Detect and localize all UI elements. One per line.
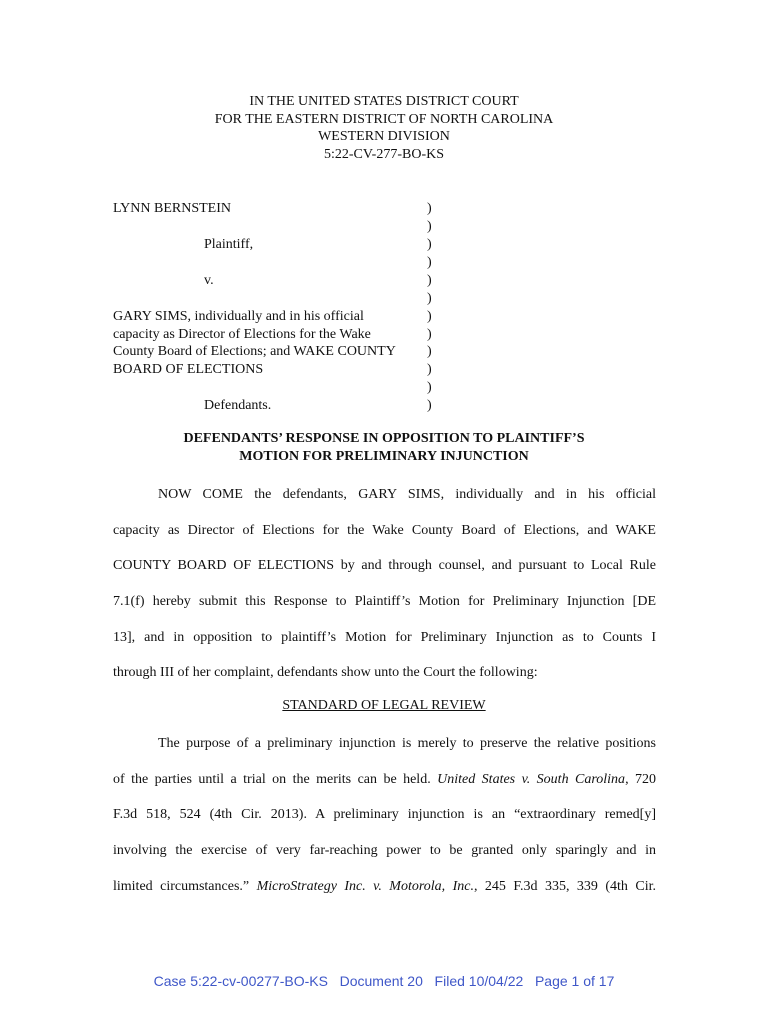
caption-paren: ) xyxy=(427,380,432,395)
filing-footer: Case 5:22-cv-00277-BO-KS Document 20 Filed 10/04/22 Page 1 of 17 xyxy=(153,973,615,989)
defendants-label: Defendants. xyxy=(204,398,272,413)
paragraph-line: capacity as Director of Elections for the Wake County Board of Elections, and WAKE xyxy=(113,522,656,538)
paragraph-line: F.3d 518, 524 (4th Cir. 2013). A preliminary injunction is an “extraordinary remed[y] xyxy=(113,807,656,823)
paragraph-line: involving the exercise of very far-reaching power to be granted only sparingly and in xyxy=(113,843,656,859)
title-line: MOTION FOR PRELIMINARY INJUNCTION xyxy=(239,449,529,464)
document-title xyxy=(0,430,768,466)
caption-paren: ) xyxy=(427,309,432,324)
defendant-line: GARY SIMS, individually and in his official xyxy=(113,309,364,324)
intro-paragraph xyxy=(113,477,656,691)
caption-paren: ) xyxy=(427,237,432,252)
plaintiff-name: LYNN BERNSTEIN xyxy=(113,201,231,216)
standard-paragraph xyxy=(113,726,656,904)
defendant-line: County Board of Elections; and WAKE COUNTY xyxy=(113,344,396,359)
caption-paren: ) xyxy=(427,273,432,288)
caption-paren: ) xyxy=(427,344,432,359)
caption-paren: ) xyxy=(427,291,432,306)
division-name: WESTERN DIVISION xyxy=(318,129,450,144)
paragraph-line: COUNTY BOARD OF ELECTIONS by and through counsel, and pursuant to Local Rule xyxy=(113,558,656,574)
title-line: DEFENDANTS’ RESPONSE IN OPPOSITION TO PLAINTIFF’S xyxy=(183,431,585,446)
court-header xyxy=(0,93,768,163)
text-run: , 720 xyxy=(625,771,657,787)
caption-paren: ) xyxy=(427,219,432,234)
paragraph-line: 7.1(f) hereby submit this Response to Plaintiff’s Motion for Preliminary Injunction [DE xyxy=(113,594,656,610)
versus-label: v. xyxy=(204,273,214,288)
case-citation: United States v. South Carolina xyxy=(437,771,626,787)
paragraph-line xyxy=(113,869,656,905)
caption-paren: ) xyxy=(427,326,432,342)
text-run: of the parties until a trial on the merits can be held. xyxy=(113,771,438,787)
section-heading: STANDARD OF LEGAL REVIEW xyxy=(282,698,486,713)
paragraph-line: through III of her complaint, defendants show unto the Court the following: xyxy=(113,665,538,681)
text-run: , 245 F.3d 335, 339 (4th Cir. xyxy=(473,878,656,894)
plaintiff-label: Plaintiff, xyxy=(204,237,254,252)
district-name: FOR THE EASTERN DISTRICT OF NORTH CAROLINA xyxy=(214,111,554,127)
paragraph-line: 13], and in opposition to plaintiff’s Motion for Preliminary Injunction as to Counts I xyxy=(113,629,656,645)
defendant-line: BOARD OF ELECTIONS xyxy=(113,361,264,377)
text-run: limited circumstances.” xyxy=(113,878,257,894)
caption-paren: ) xyxy=(427,255,432,270)
paragraph-line: The purpose of a preliminary injunction is merely to preserve the relative positions xyxy=(158,736,656,751)
court-name: IN THE UNITED STATES DISTRICT COURT xyxy=(249,94,519,109)
caption-paren: ) xyxy=(427,398,432,413)
defendant-line: capacity as Director of Elections for the Wake xyxy=(113,326,371,342)
caption-paren: ) xyxy=(427,361,432,377)
paragraph-line: NOW COME the defendants, GARY SIMS, individually and in his official xyxy=(158,487,656,502)
case-number: 5:22-CV-277-BO-KS xyxy=(323,146,445,162)
case-citation: MicroStrategy Inc. v. Motorola, Inc. xyxy=(256,878,474,894)
paragraph-line xyxy=(113,762,656,798)
caption-paren: ) xyxy=(427,201,432,216)
